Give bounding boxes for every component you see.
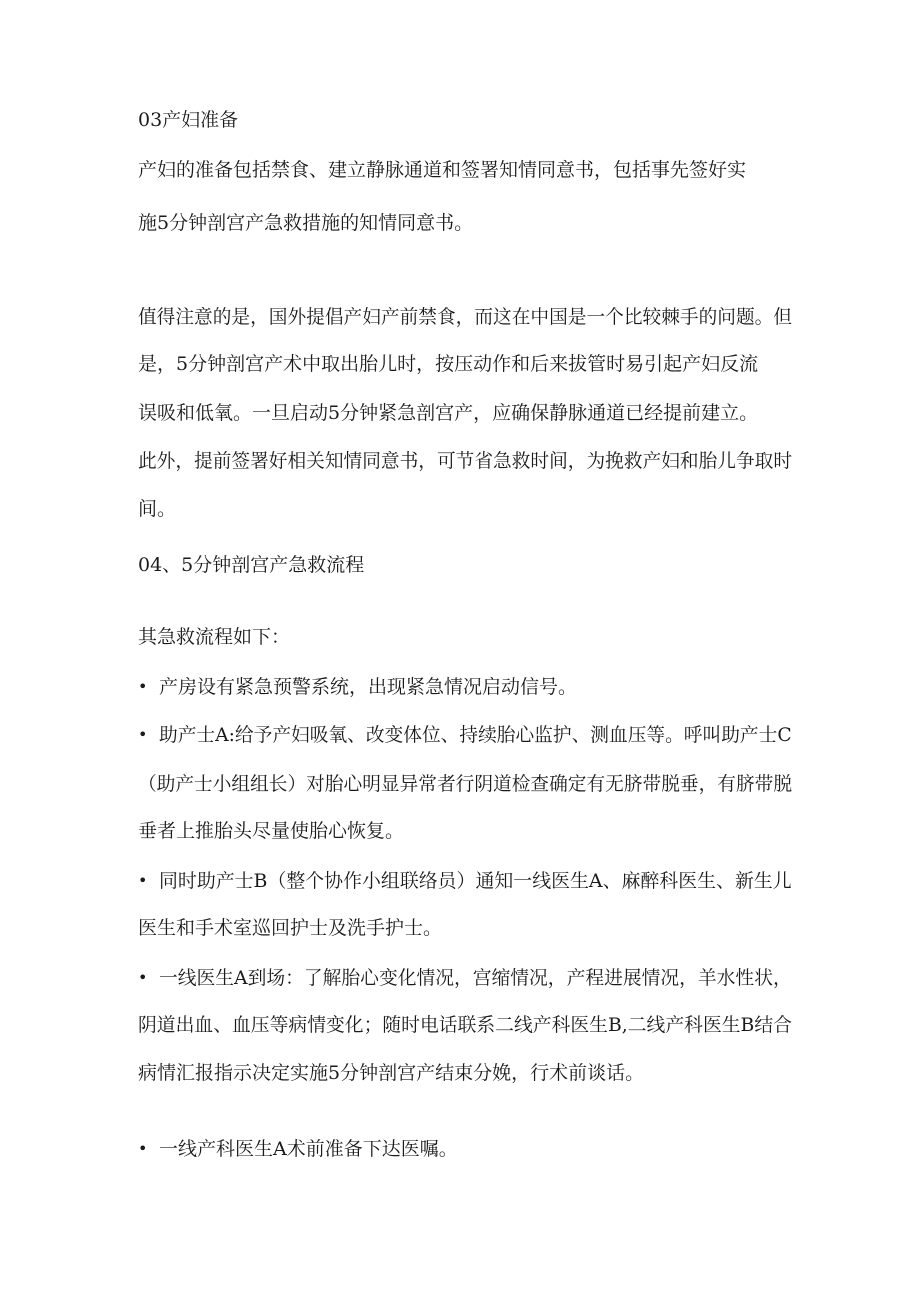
bullet-icon: •: [138, 1139, 148, 1158]
paragraph-line: 误吸和低氧。一旦启动5分钟紧急剖宫产，应确保静脉通道已经提前建立。: [138, 402, 759, 424]
bullet-icon: •: [138, 871, 148, 890]
bullet-icon: •: [138, 725, 148, 744]
list-item-continuation: 医生和手术室巡回护士及洗手护士。: [138, 917, 443, 939]
section-heading-03: 03产妇准备: [138, 109, 239, 131]
list-item: 一线产科医生A术前准备下达医嘱。: [159, 1138, 458, 1160]
paragraph-line: 此外，提前签署好相关知情同意书，可节省急救时间，为挽救产妇和胎儿争取时: [138, 450, 793, 472]
list-item: 一线医生A到场：了解胎心变化情况，宫缩情况，产程进展情况，羊水性状，: [159, 967, 792, 989]
paragraph-line: 间。: [138, 498, 177, 520]
bullet-icon: •: [138, 677, 148, 696]
list-item-continuation: 垂者上推胎头尽量使胎心恢复。: [138, 820, 405, 842]
paragraph-line: 产妇的准备包括禁食、建立静脉通道和签署知情同意书，包括事先签好实: [138, 159, 747, 181]
list-item-continuation: （助产士小组组长）对胎心明显异常者行阴道检查确定有无脐带脱垂，有脐带脱: [138, 773, 793, 795]
section-heading-04: 04、5分钟剖宫产急救流程: [138, 554, 365, 576]
paragraph-line: 施5分钟剖宫产急救措施的知情同意书。: [138, 212, 474, 234]
paragraph-line: 是，5分钟剖宫产术中取出胎儿时，按压动作和后来拔管时易引起产妇反流: [138, 353, 759, 375]
list-item-continuation: 病情汇报指示决定实施5分钟剖宫产结束分娩，行术前谈话。: [138, 1062, 645, 1084]
paragraph-line: 值得注意的是，国外提倡产妇产前禁食，而这在中国是一个比较棘手的问题。但: [138, 306, 793, 328]
list-item: 产房设有紧急预警系统，出现紧急情况启动信号。: [159, 676, 578, 698]
list-intro: 其急救流程如下：: [138, 626, 291, 648]
list-item: 助产士A:给予产妇吸氧、改变体位、持续胎心监护、测血压等。呼叫助产士C: [159, 724, 792, 746]
list-item-continuation: 阴道出血、血压等病情变化；随时电话联系二线产科医生B,二线产科医生B结合: [138, 1014, 792, 1036]
bullet-icon: •: [138, 968, 148, 987]
list-item: 同时助产士B（整个协作小组联络员）通知一线医生A、麻醉科医生、新生儿: [159, 870, 792, 892]
